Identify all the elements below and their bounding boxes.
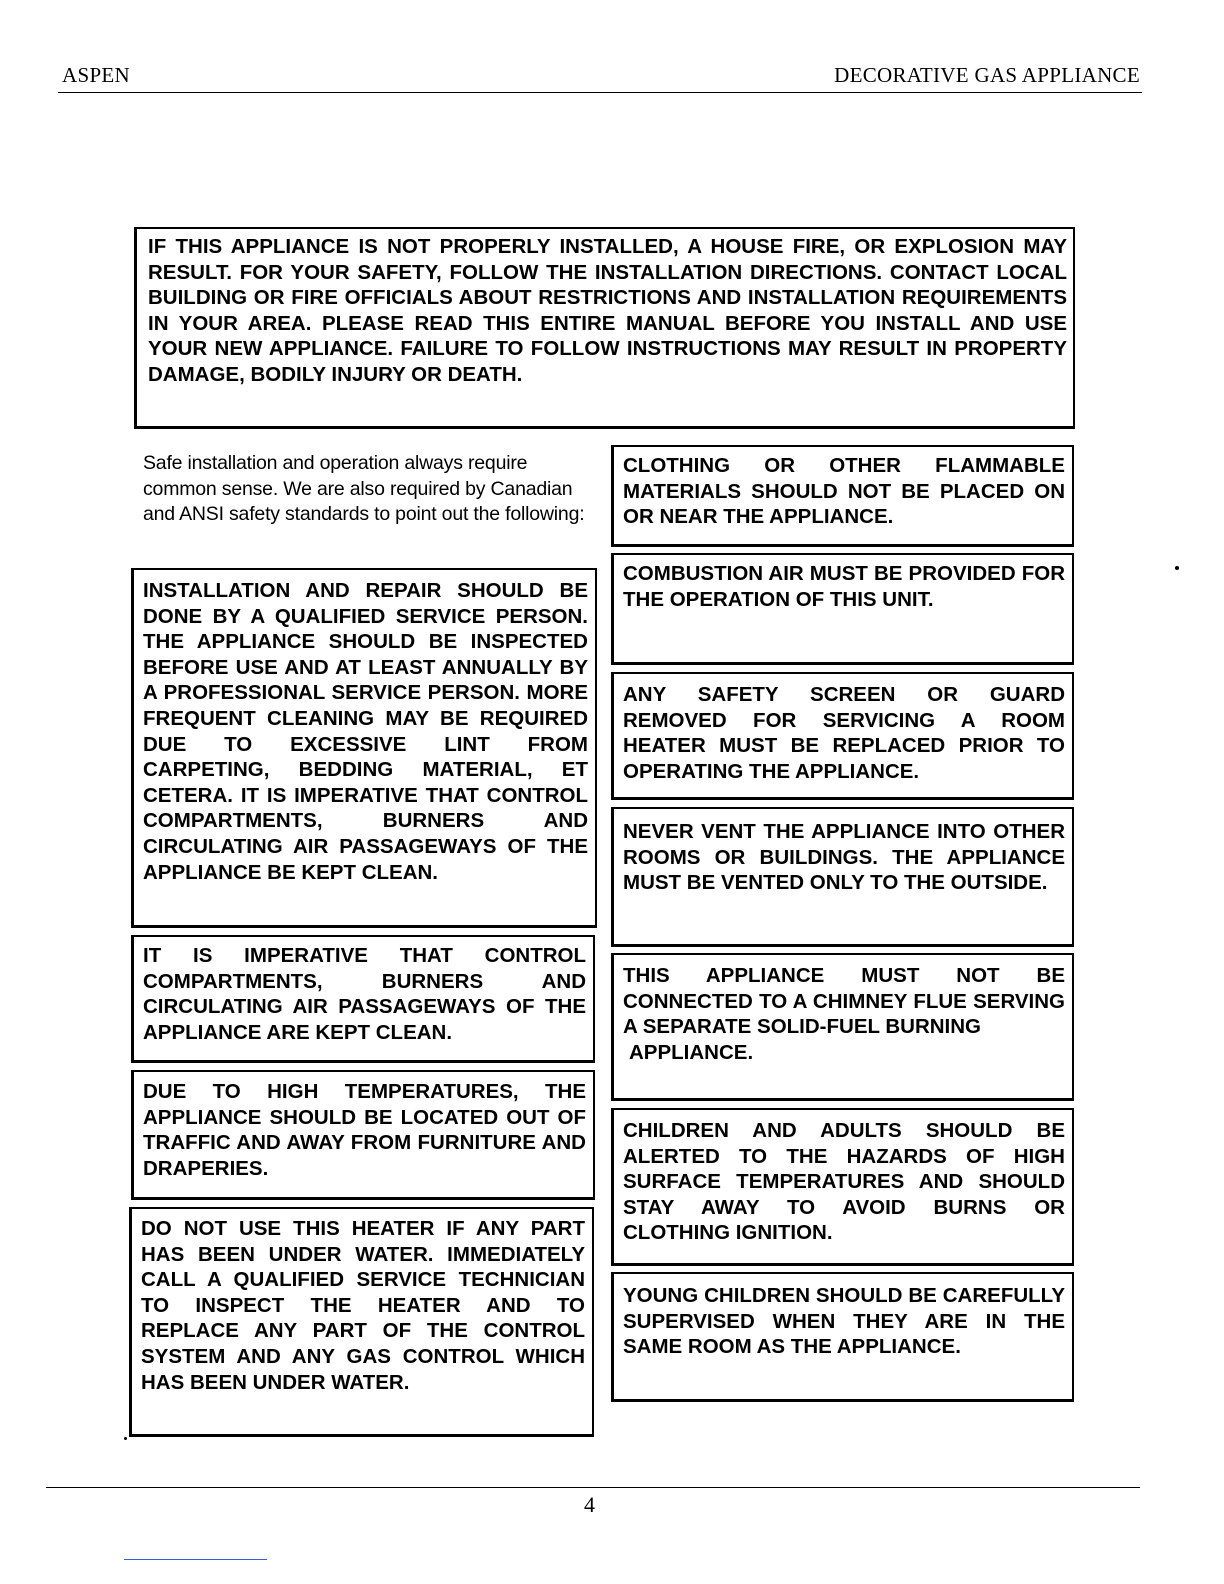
chimney-warning-text: THIS APPLIANCE MUST NOT BE CONNECTED TO A CHIMNEY FLUE SERVING A SEPARATE SOLID-FUEL BURNING bbox=[623, 964, 1065, 1039]
header-brand: ASPEN bbox=[62, 63, 131, 87]
chimney-warning-text-end: APPLIANCE. bbox=[629, 1040, 754, 1064]
header-title: DECORATIVE GAS APPLIANCE bbox=[834, 63, 1140, 87]
main-warning-box: IF THIS APPLIANCE IS NOT PROPERLY INSTALLED, A HOUSE FIRE, OR EXPLOSION MAY RESULT. FOR YOUR SAFETY, FOLLOW THE INSTALLATION DIRECTIONS. CONTACT LOCAL BUILDING OR FIRE OFFICIALS ABOUT RESTRICTIONS AND INSTALLATION REQUIREMENTS IN YOUR AREA. PLEASE READ THIS ENTIRE MANUAL BEFORE YOU INSTALL AND USE YOUR NEW APPLIANCE. FAILURE TO FOLLOW INSTRUCTIONS MAY RESULT IN PROPERTY DAMAGE, BODILY INJURY OR DEATH. bbox=[134, 227, 1075, 429]
scan-speck bbox=[1175, 566, 1179, 570]
combustion-air-warning-box: COMBUSTION AIR MUST BE PROVIDED FOR THE OPERATION OF THIS UNIT. bbox=[611, 553, 1074, 665]
child-supervision-warning-box: YOUNG CHILDREN SHOULD BE CAREFULLY SUPERVISED WHEN THEY ARE IN THE SAME ROOM AS THE APPLIANCE. bbox=[611, 1272, 1074, 1402]
intro-paragraph: Safe installation and operation always require common sense. We are also required by Canadian and ANSI safety standards to point out the following: bbox=[143, 452, 585, 525]
high-temperature-warning-box: DUE TO HIGH TEMPERATURES, THE APPLIANCE SHOULD BE LOCATED OUT OF TRAFFIC AND AWAY FROM FURNITURE AND DRAPERIES. bbox=[131, 1070, 595, 1200]
scan-artifact-line bbox=[124, 1559, 267, 1560]
chimney-flue-warning-box bbox=[611, 953, 1074, 1101]
under-water-warning-box: DO NOT USE THIS HEATER IF ANY PART HAS BEEN UNDER WATER. IMMEDIATELY CALL A QUALIFIED SERVICE TECHNICIAN TO INSPECT THE HEATER AND TO REPLACE ANY PART OF THE CONTROL SYSTEM AND ANY GAS CONTROL WHICH HAS BEEN UNDER WATER. bbox=[129, 1207, 594, 1437]
venting-warning-box: NEVER VENT THE APPLIANCE INTO OTHER ROOMS OR BUILDINGS. THE APPLIANCE MUST BE VENTED ONLY TO THE OUTSIDE. bbox=[611, 807, 1074, 947]
header-divider bbox=[58, 92, 1142, 93]
clean-compartments-warning-box: IT IS IMPERATIVE THAT CONTROL COMPARTMENTS, BURNERS AND CIRCULATING AIR PASSAGEWAYS OF THE APPLIANCE ARE KEPT CLEAN. bbox=[131, 935, 595, 1063]
hot-surface-warning-box: CHILDREN AND ADULTS SHOULD BE ALERTED TO THE HAZARDS OF HIGH SURFACE TEMPERATURES AND SHOULD STAY AWAY TO AVOID BURNS OR CLOTHING IGNITION. bbox=[611, 1108, 1074, 1266]
scan-speck bbox=[124, 1437, 127, 1440]
page-number: 4 bbox=[584, 1492, 596, 1517]
installation-warning-box: INSTALLATION AND REPAIR SHOULD BE DONE BY A QUALIFIED SERVICE PERSON. THE APPLIANCE SHOULD BE INSPECTED BEFORE USE AND AT LEAST ANNUALLY BY A PROFESSIONAL SERVICE PERSON. MORE FREQUENT CLEANING MAY BE REQUIRED DUE TO EXCESSIVE LINT FROM CARPETING, BEDDING MATERIAL, ET CETERA. IT IS IMPERATIVE THAT CONTROL COMPARTMENTS, BURNERS AND CIRCULATING AIR PASSAGEWAYS OF THE APPLIANCE BE KEPT CLEAN. bbox=[131, 568, 597, 928]
safety-screen-warning-box: ANY SAFETY SCREEN OR GUARD REMOVED FOR SERVICING A ROOM HEATER MUST BE REPLACED PRIOR TO OPERATING THE APPLIANCE. bbox=[611, 672, 1074, 800]
footer-divider bbox=[46, 1487, 1140, 1488]
flammable-materials-warning-box: CLOTHING OR OTHER FLAMMABLE MATERIALS SHOULD NOT BE PLACED ON OR NEAR THE APPLIANCE. bbox=[611, 445, 1074, 547]
